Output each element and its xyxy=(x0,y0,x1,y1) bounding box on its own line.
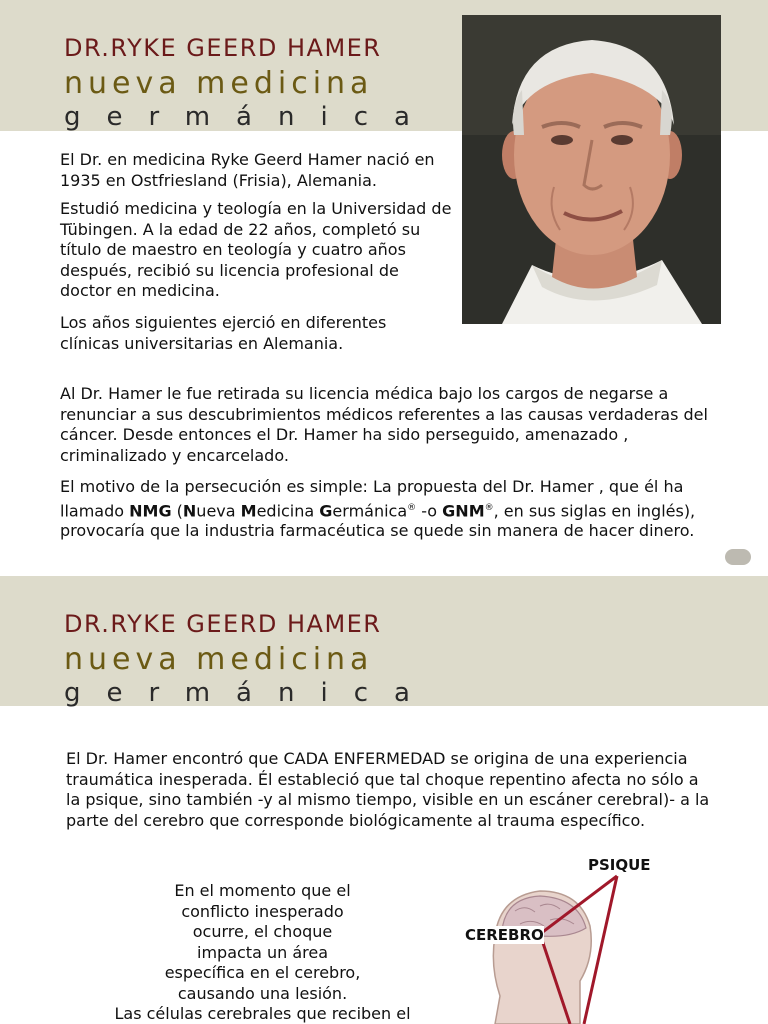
motive-text-start: El motivo de la persecución es simple: La propuesta del Dr. Hamer , que él ha llamado xyxy=(60,477,684,520)
paragraph-license: Al Dr. Hamer le fue retirada su licencia médica bajo los cargos de negarse a renunciar a sus descubrimientos médicos referentes a las causas verdaderas del cáncer. Desde entonces el Dr. Hamer ha sido perseguido, amenazado , criminalizado y encarcelado. xyxy=(60,384,708,465)
centered-line: ocurre, el choque xyxy=(192,922,333,941)
registered-mark: ® xyxy=(407,502,417,513)
centered-text-block xyxy=(90,881,435,1024)
portrait-illustration xyxy=(462,15,721,324)
paragraph-birth: El Dr. en medicina Ryke Geerd Hamer nació en 1935 en Ostfriesland (Frisia), Alemania. xyxy=(60,150,435,190)
word-ueva: ueva xyxy=(196,500,241,520)
paragraph-clinics: Los años siguientes ejerció en diferentes clínicas universitarias en Alemania. xyxy=(60,313,387,353)
title-name: DR.RYKE GEERD HAMER xyxy=(64,34,382,62)
psyche-brain-diagram xyxy=(440,846,768,1024)
word-edicina: edicina xyxy=(256,500,320,520)
label-psique: PSIQUE xyxy=(588,856,651,874)
centered-line: Las células cerebrales que reciben el xyxy=(114,1004,411,1023)
title-subtitle-spaced: germánica xyxy=(64,678,436,708)
page-navigation-button[interactable] xyxy=(725,549,751,565)
centered-line: específica en el cerebro, xyxy=(164,963,361,982)
word-ermanica: ermánica xyxy=(332,500,408,520)
slide-2 xyxy=(0,576,768,1024)
motive-mid: -o xyxy=(416,500,443,520)
acronym-gnm: GNM xyxy=(442,500,485,520)
initial-g: G xyxy=(319,500,333,520)
paragraph-every-disease: El Dr. Hamer encontró que CADA ENFERMEDAD se origina de una experiencia traumática inesperada. Él estableció que tal choque repentino afecta no sólo a la psique, sino también -y al mismo tiempo, visible en un escáner cerebral)- a la parte del cerebro que corresponde biológicamente al trauma específico. xyxy=(66,749,710,830)
title-subtitle: nueva medicina xyxy=(64,642,374,677)
centered-line: En el momento que el xyxy=(174,881,351,900)
centered-line: conflicto inesperado xyxy=(181,901,344,921)
title-subtitle-spaced: germánica xyxy=(64,102,436,132)
acronym-nmg: NMG xyxy=(129,500,172,520)
title-name: DR.RYKE GEERD HAMER xyxy=(64,610,382,638)
portrait-photo xyxy=(462,15,721,324)
label-cerebro: CEREBRO xyxy=(465,926,544,944)
initial-m: M xyxy=(240,500,257,520)
centered-line: causando una lesión. xyxy=(177,983,348,1003)
initial-n: N xyxy=(182,500,197,520)
paragraph-studies: Estudió medicina y teología en la Universidad de Tübingen. A la edad de 22 años, completó su título de maestro en teología y cuatro años después, recibió su licencia profesional de doctor en medicina. xyxy=(60,199,452,300)
registered-mark-2: ® xyxy=(484,502,494,513)
motive-text-end: , en sus siglas en inglés), provocaría que la industria farmacéutica se quede sin manera de hacer dinero. xyxy=(60,500,696,541)
title-subtitle: nueva medicina xyxy=(64,66,374,101)
centered-line: impacta un área xyxy=(197,942,328,962)
paragraph-motive xyxy=(60,477,715,542)
motive-paren: ( xyxy=(171,500,183,520)
